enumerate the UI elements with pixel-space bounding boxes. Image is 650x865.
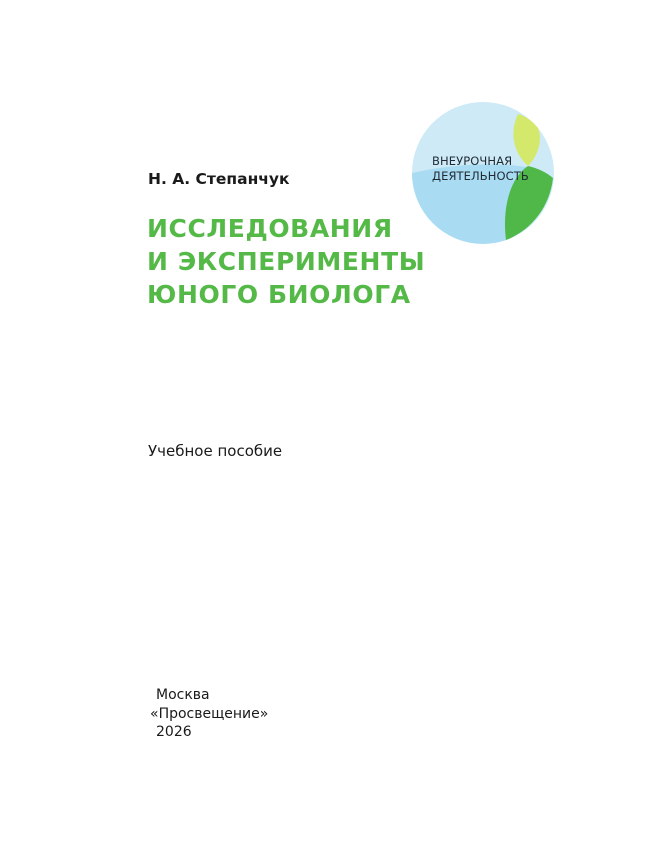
imprint-publisher: «Просвещение» [150, 705, 269, 722]
book-title-line-3: ЮНОГО БИОЛОГА [147, 280, 411, 309]
book-title [147, 212, 425, 311]
imprint-city: Москва [156, 687, 210, 703]
imprint [150, 686, 268, 742]
book-type: Учебное пособие [148, 442, 283, 460]
series-badge [410, 100, 556, 246]
book-title-line-2: И ЭКСПЕРИМЕНТЫ [147, 247, 426, 276]
author-name: Н. А. Степанчук [148, 170, 290, 188]
imprint-year: 2026 [156, 724, 192, 740]
series-badge-line-1: ВНЕУРОЧНАЯ [432, 154, 513, 168]
series-badge-line-2: ДЕЯТЕЛЬНОСТЬ [432, 169, 529, 183]
series-badge-label [432, 154, 529, 184]
book-title-line-1: ИССЛЕДОВАНИЯ [147, 214, 393, 243]
